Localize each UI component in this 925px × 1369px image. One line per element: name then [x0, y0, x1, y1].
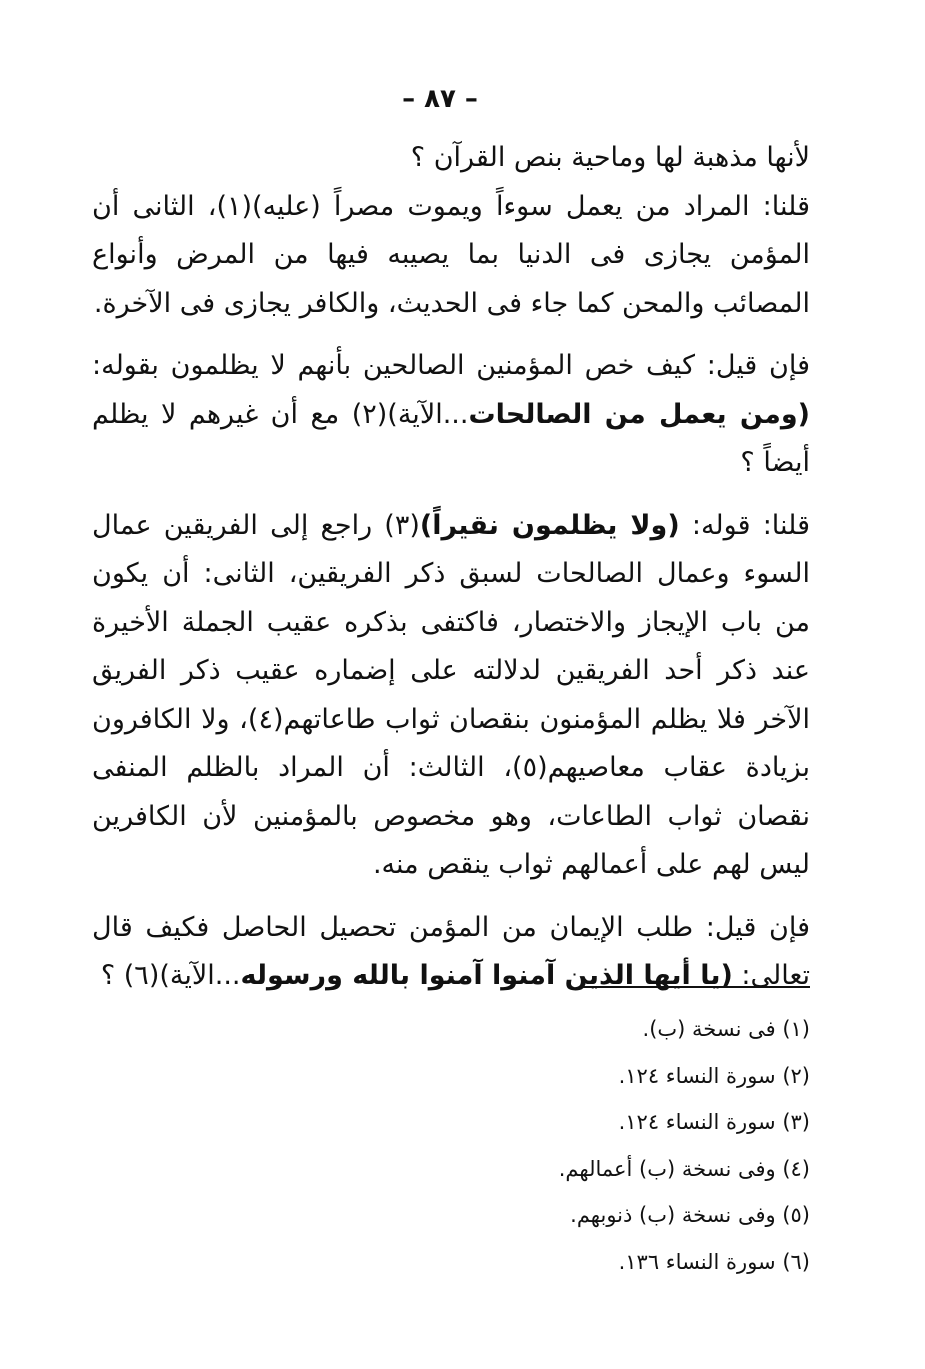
text-segment: ...الآية)(٢) مع أن غيرهم لا يظلم أيضاً ؟	[92, 398, 810, 478]
paragraph	[92, 134, 810, 183]
footnote-item: (٦) سورة النساء ١٣٦.	[618, 1249, 810, 1274]
quran-quote: (ولا يظلمون نقيراً)	[419, 509, 680, 541]
quran-quote: (ومن يعمل من الصالحات	[468, 398, 810, 430]
footnote-item: (٥) وفى نسخة (ب) ذنوبهم.	[570, 1203, 810, 1227]
paragraph	[92, 183, 810, 329]
footnote-item: (٤) وفى نسخة (ب) أعمالهم.	[558, 1156, 810, 1181]
text-segment: قلنا: المراد من يعمل سوءاً ويموت مصراً (عليه)(١)، الثانى أن المؤمن يجازى فى الدنيا بما يصيبه فيها من المرض وأنواع المصائب والمحن كما جاء فى الحديث، والكافر يجازى فى الآخرة.	[92, 190, 810, 319]
footnotes	[390, 1006, 810, 1285]
text-segment: فإن قيل: كيف خص المؤمنين الصالحين بأنهم لا يظلمون بقوله:	[92, 350, 810, 381]
text-segment: (٣) راجع إلى الفريقين عمال السوء وعمال الصالحات لسبق ذكر الفريقين، الثانى: أن يكون من باب الإيجاز والاختصار، فاكتفى بذكره عقيب الجملة الأخيرة عند ذكر أحد الفريقين لدلالته على إضماره عقيب ذكر الفريق الآخر فلا يظلم المؤمنون بنقصان ثواب طاعاتهم(٤)، ولا الكافرون بزيادة عقاب معاصيهم(٥)، الثالث: أن المراد بالظلم المنفى نقصان ثواب الطاعات، وهو مخصوص بالمؤمنين لأن الكافرين ليس لهم على أعمالهم ثواب ينقص منه.	[92, 509, 810, 880]
footnote-item: (٣) سورة النساء ١٢٤.	[618, 1110, 810, 1134]
text-segment: لأنها مذهبة لها وماحية بنص القرآن ؟	[410, 142, 810, 173]
text-segment: فإن قيل: طلب الإيمان من المؤمن تحصيل الحاصل فكيف قال تعالى:	[92, 911, 810, 991]
paragraph	[92, 342, 810, 488]
footnote-separator	[582, 986, 810, 988]
footnote-item: (١) فى نسخة (ب).	[642, 1017, 810, 1041]
quran-quote: (يا أيها الذين آمنوا آمنوا بالله ورسوله	[240, 960, 733, 991]
footnote-item: (٢) سورة النساء ١٢٤.	[618, 1063, 810, 1088]
text-segment: ...الآية)(٦) ؟	[100, 960, 241, 991]
body-text	[92, 134, 810, 1001]
page-number: – ٨٧ –	[402, 84, 478, 114]
text-segment: قلنا: قوله:	[679, 509, 811, 541]
paragraph	[92, 502, 810, 890]
